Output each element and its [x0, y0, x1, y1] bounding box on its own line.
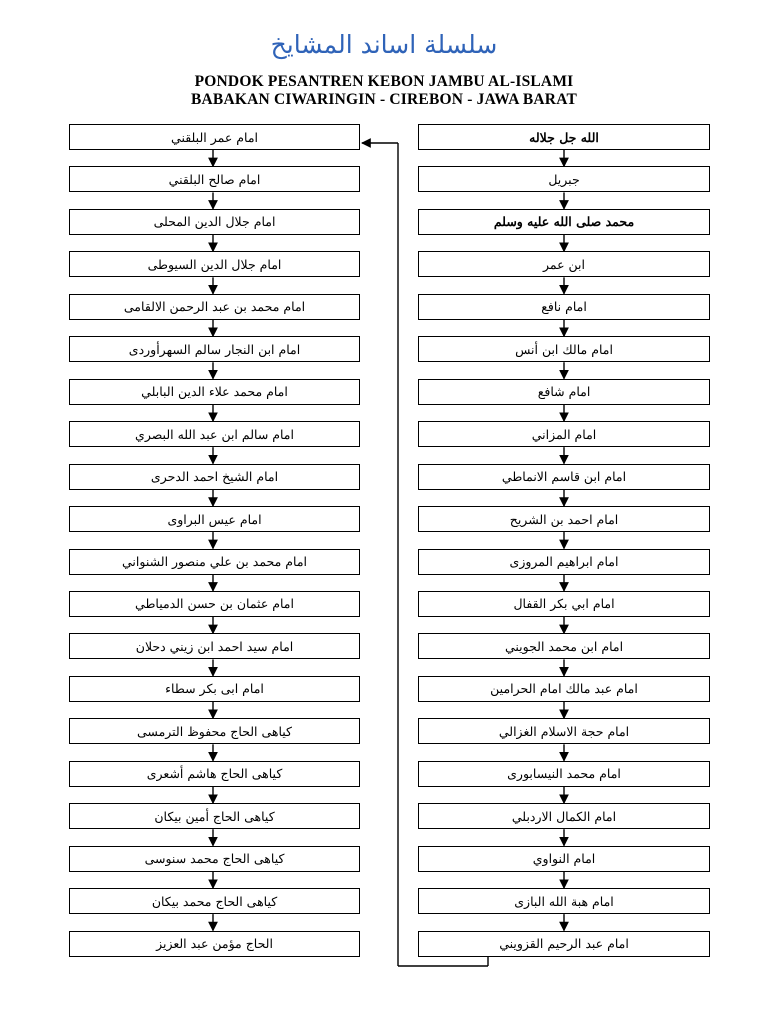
chain-step-left-node: امام صالح البلقني — [69, 166, 360, 192]
chain-step-left-node: امام عمر البلقني — [69, 124, 360, 150]
page-title: سلسلة اساند المشايخ — [270, 30, 498, 59]
chain-step-right-node: امام ابن قاسم الانماطي — [418, 464, 710, 490]
chain-step-left-node: الحاج مؤمن عبد العزيز — [69, 931, 360, 957]
chain-step-left-node: كياهى الحاج محمد سنوسى — [69, 846, 360, 872]
chain-step-right-node: امام عبد مالك امام الحرامين — [418, 676, 710, 702]
chain-step-left-node: امام جلال الدين المحلى — [69, 209, 360, 235]
chain-step-right-node: امام مالك ابن أنس — [418, 336, 710, 362]
chain-step-right-node: امام النواوي — [418, 846, 710, 872]
chain-step-right-node: امام شافع — [418, 379, 710, 405]
chain-step-left-node: امام سالم ابن عبد الله البصري — [69, 421, 360, 447]
chain-step-left-node: امام ابى بكر سطاء — [69, 676, 360, 702]
chain-step-left-node: امام جلال الدين السيوطى — [69, 251, 360, 277]
chain-step-right-node: امام حجة الاسلام الغزالي — [418, 718, 710, 744]
chain-step-right-node: امام محمد النيسابورى — [418, 761, 710, 787]
chain-step-left-node: امام محمد بن علي منصور الشنواني — [69, 549, 360, 575]
chain-step-right-node: امام ابي بكر القفال — [418, 591, 710, 617]
chain-step-right-node: محمد صلى الله عليه وسلم — [418, 209, 710, 235]
chain-step-left-node: امام سيد احمد ابن زيني دحلان — [69, 633, 360, 659]
chain-step-right-node: امام احمد بن الشريح — [418, 506, 710, 532]
chain-step-left-node: كياهى الحاج هاشم أشعرى — [69, 761, 360, 787]
chain-step-right-node: امام عبد الرحيم القزويني — [418, 931, 710, 957]
chain-step-left-node: امام محمد بن عبد الرحمن الالقامى — [69, 294, 360, 320]
chain-step-left-node: امام محمد علاء الدين البابلي — [69, 379, 360, 405]
chain-step-right-node: امام ابراهيم المروزى — [418, 549, 710, 575]
chain-step-right-node: امام المزاني — [418, 421, 710, 447]
chain-step-left-node: امام الشيخ احمد الدحرى — [69, 464, 360, 490]
institution-name: PONDOK PESANTREN KEBON JAMBU AL-ISLAMI — [194, 73, 574, 90]
chain-step-right-node: الله جل جلاله — [418, 124, 710, 150]
chain-step-left-node: كياهى الحاج محفوظ الترمسى — [69, 718, 360, 744]
chain-step-left-node: امام عثمان بن حسن الدمياطي — [69, 591, 360, 617]
chain-step-left-node: امام ابن النجار سالم السهرأوردى — [69, 336, 360, 362]
chain-step-right-node: امام نافع — [418, 294, 710, 320]
chain-step-right-node: امام الكمال الاردبلي — [418, 803, 710, 829]
chain-step-left-node: امام عيس البراوى — [69, 506, 360, 532]
institution-address: BABAKAN CIWARINGIN - CIREBON - JAWA BARAT — [191, 91, 577, 108]
chain-step-right-node: جبريل — [418, 166, 710, 192]
chain-step-right-node: امام ابن محمد الجويني — [418, 633, 710, 659]
chain-step-left-node: كياهى الحاج أمين بيكان — [69, 803, 360, 829]
chain-step-right-node: امام هبة الله البازى — [418, 888, 710, 914]
chain-step-left-node: كياهى الحاج محمد بيكان — [69, 888, 360, 914]
chain-step-right-node: ابن عمر — [418, 251, 710, 277]
